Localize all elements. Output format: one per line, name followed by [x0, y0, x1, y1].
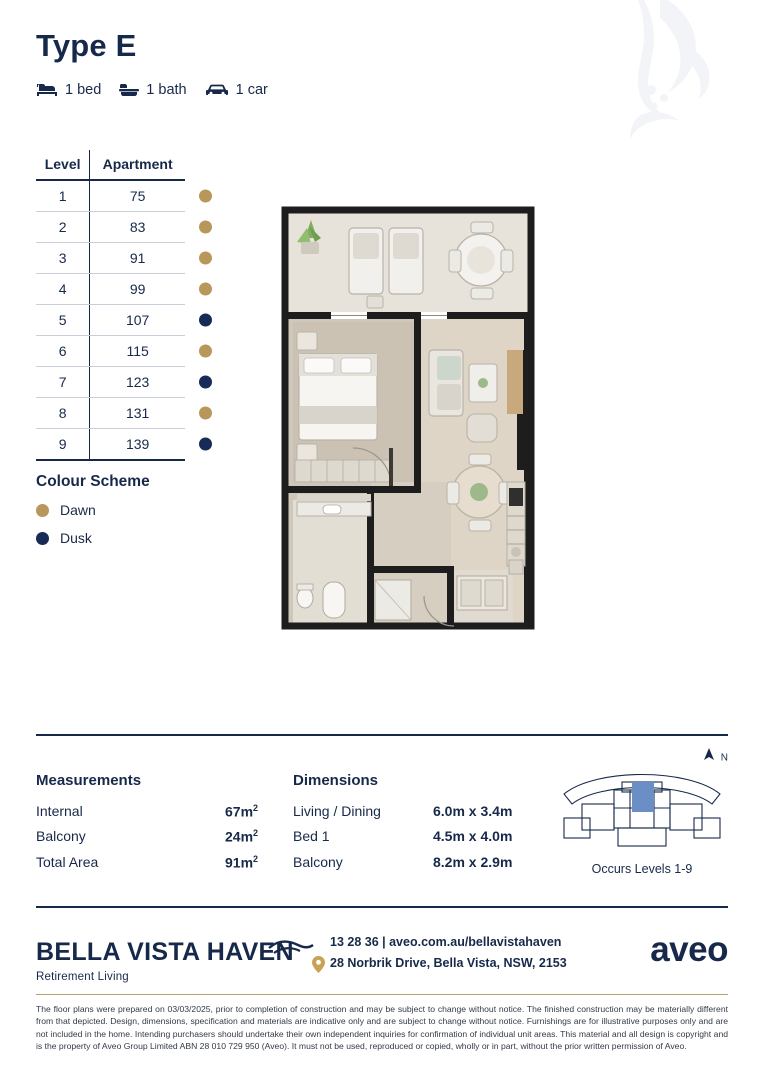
dusk-swatch-icon — [36, 532, 49, 545]
table-row — [36, 274, 186, 305]
spec-bath — [119, 82, 186, 98]
dimension-label-living: Living / Dining — [293, 803, 381, 819]
dimension-value-living: 6.0m x 3.4m — [433, 803, 513, 819]
page-title: Type E — [36, 28, 137, 63]
cell-scheme-dot — [185, 212, 186, 243]
key-plan-diagram — [556, 760, 728, 820]
measurement-label-internal: Internal — [36, 803, 83, 819]
bed-icon — [36, 83, 58, 97]
spec-bed — [36, 82, 101, 98]
measurements-heading: Measurements — [36, 772, 142, 789]
colour-scheme-dawn — [36, 502, 96, 518]
brand-name: BELLA VISTA HAVEN — [36, 938, 294, 966]
contact-phone-web[interactable]: 13 28 36 | aveo.com.au/bellavistahaven — [330, 935, 562, 949]
cell-scheme-dot — [185, 336, 186, 367]
measurement-value-total: $91m^2$ — [225, 854, 259, 871]
table-row — [36, 336, 186, 367]
bath-icon — [119, 83, 139, 97]
spec-car-label: 1 car — [235, 82, 268, 98]
cell-apartment: 115 — [90, 336, 185, 367]
cell-apartment: 131 — [90, 398, 185, 429]
wave-logo-icon — [268, 938, 314, 961]
dawn-label: Dawn — [60, 502, 96, 518]
dimension-value-balcony: 8.2m x 2.9m — [433, 854, 513, 870]
cell-scheme-dot — [185, 429, 186, 461]
cell-scheme-dot — [185, 243, 186, 274]
cell-apartment: 99 — [90, 274, 185, 305]
level-apartment-table — [36, 150, 186, 461]
cell-apartment: 75 — [90, 180, 185, 212]
north-label: N — [720, 752, 729, 764]
contact-address: 28 Norbrik Drive, Bella Vista, NSW, 2153 — [330, 956, 567, 970]
divider-top — [36, 734, 728, 736]
aveo-logo: aveo — [650, 930, 728, 969]
cell-level: 1 — [36, 180, 90, 212]
cell-apartment: 107 — [90, 305, 185, 336]
colour-scheme-dusk — [36, 530, 92, 546]
table-row — [36, 305, 186, 336]
cell-level: 7 — [36, 367, 90, 398]
key-plan-caption: Occurs Levels 1-9 — [591, 862, 693, 876]
cell-apartment: 123 — [90, 367, 185, 398]
measurement-value-balcony: $24m^2$ — [225, 828, 259, 845]
dimension-value-bed1: 4.5m x 4.0m — [433, 828, 513, 844]
brand-tagline: Retirement Living — [36, 971, 129, 983]
table-row — [36, 180, 186, 212]
cell-scheme-dot — [185, 398, 186, 429]
cell-scheme-dot — [185, 367, 186, 398]
location-pin-icon — [312, 956, 325, 978]
dawn-swatch-icon — [36, 504, 49, 517]
divider-bottom — [36, 906, 728, 908]
cell-level: 8 — [36, 398, 90, 429]
cell-level: 5 — [36, 305, 90, 336]
cell-scheme-dot — [185, 180, 186, 212]
cell-apartment: 91 — [90, 243, 185, 274]
north-indicator — [700, 748, 728, 768]
floor-plan-drawing — [271, 200, 559, 638]
cell-level: 6 — [36, 336, 90, 367]
cell-apartment: 83 — [90, 212, 185, 243]
column-header-scheme — [185, 150, 186, 180]
cell-scheme-dot — [185, 274, 186, 305]
car-icon — [205, 83, 229, 97]
divider-footer — [36, 994, 728, 995]
measurement-value-internal: $67m^2$ — [225, 803, 259, 820]
column-header-level: Level — [36, 150, 90, 180]
spec-summary — [36, 82, 268, 98]
colour-scheme-heading: Colour Scheme — [36, 473, 150, 490]
table-header-row — [36, 150, 186, 180]
dimension-label-bed1: Bed 1 — [293, 828, 330, 844]
table-row — [36, 367, 186, 398]
cell-level: 9 — [36, 429, 90, 461]
spec-bed-label: 1 bed — [65, 82, 102, 98]
bird-watermark-icon — [582, 0, 742, 144]
dusk-label: Dusk — [60, 530, 92, 546]
dimensions-heading: Dimensions — [293, 772, 379, 789]
spec-car — [205, 82, 268, 98]
dimension-label-balcony: Balcony — [293, 854, 343, 870]
spec-bath-label: 1 bath — [146, 82, 187, 98]
cell-scheme-dot — [185, 305, 186, 336]
table-row — [36, 398, 186, 429]
table-row — [36, 429, 186, 461]
cell-level: 3 — [36, 243, 90, 274]
cell-level: 4 — [36, 274, 90, 305]
column-header-apartment: Apartment — [90, 150, 185, 180]
cell-level: 2 — [36, 212, 90, 243]
measurement-label-total: Total Area — [36, 854, 99, 870]
cell-apartment: 139 — [90, 429, 185, 461]
table-row — [36, 243, 186, 274]
table-row — [36, 212, 186, 243]
disclaimer-text: The floor plans were prepared on 03/03/2025, prior to completion of construction and may be subject to change without notice. The finished construction may be materially different from that depicted. Design, dimensions, specification and materials are indicative only and are subject to change without notice. Furnishings are for illustrative purposes only and are not included in the home. Intending purchasers should undertake their own independent inquiries for confirmation of individual unit areas. This material and all design is copyright and is the property of Aveo Group Limited ABN 28 010 729 950 (Aveo). It must not be used, reproduced or copied, wholly or in part, without the prior written permission of Aveo. — [36, 1004, 728, 1052]
measurement-label-balcony: Balcony — [36, 828, 86, 844]
